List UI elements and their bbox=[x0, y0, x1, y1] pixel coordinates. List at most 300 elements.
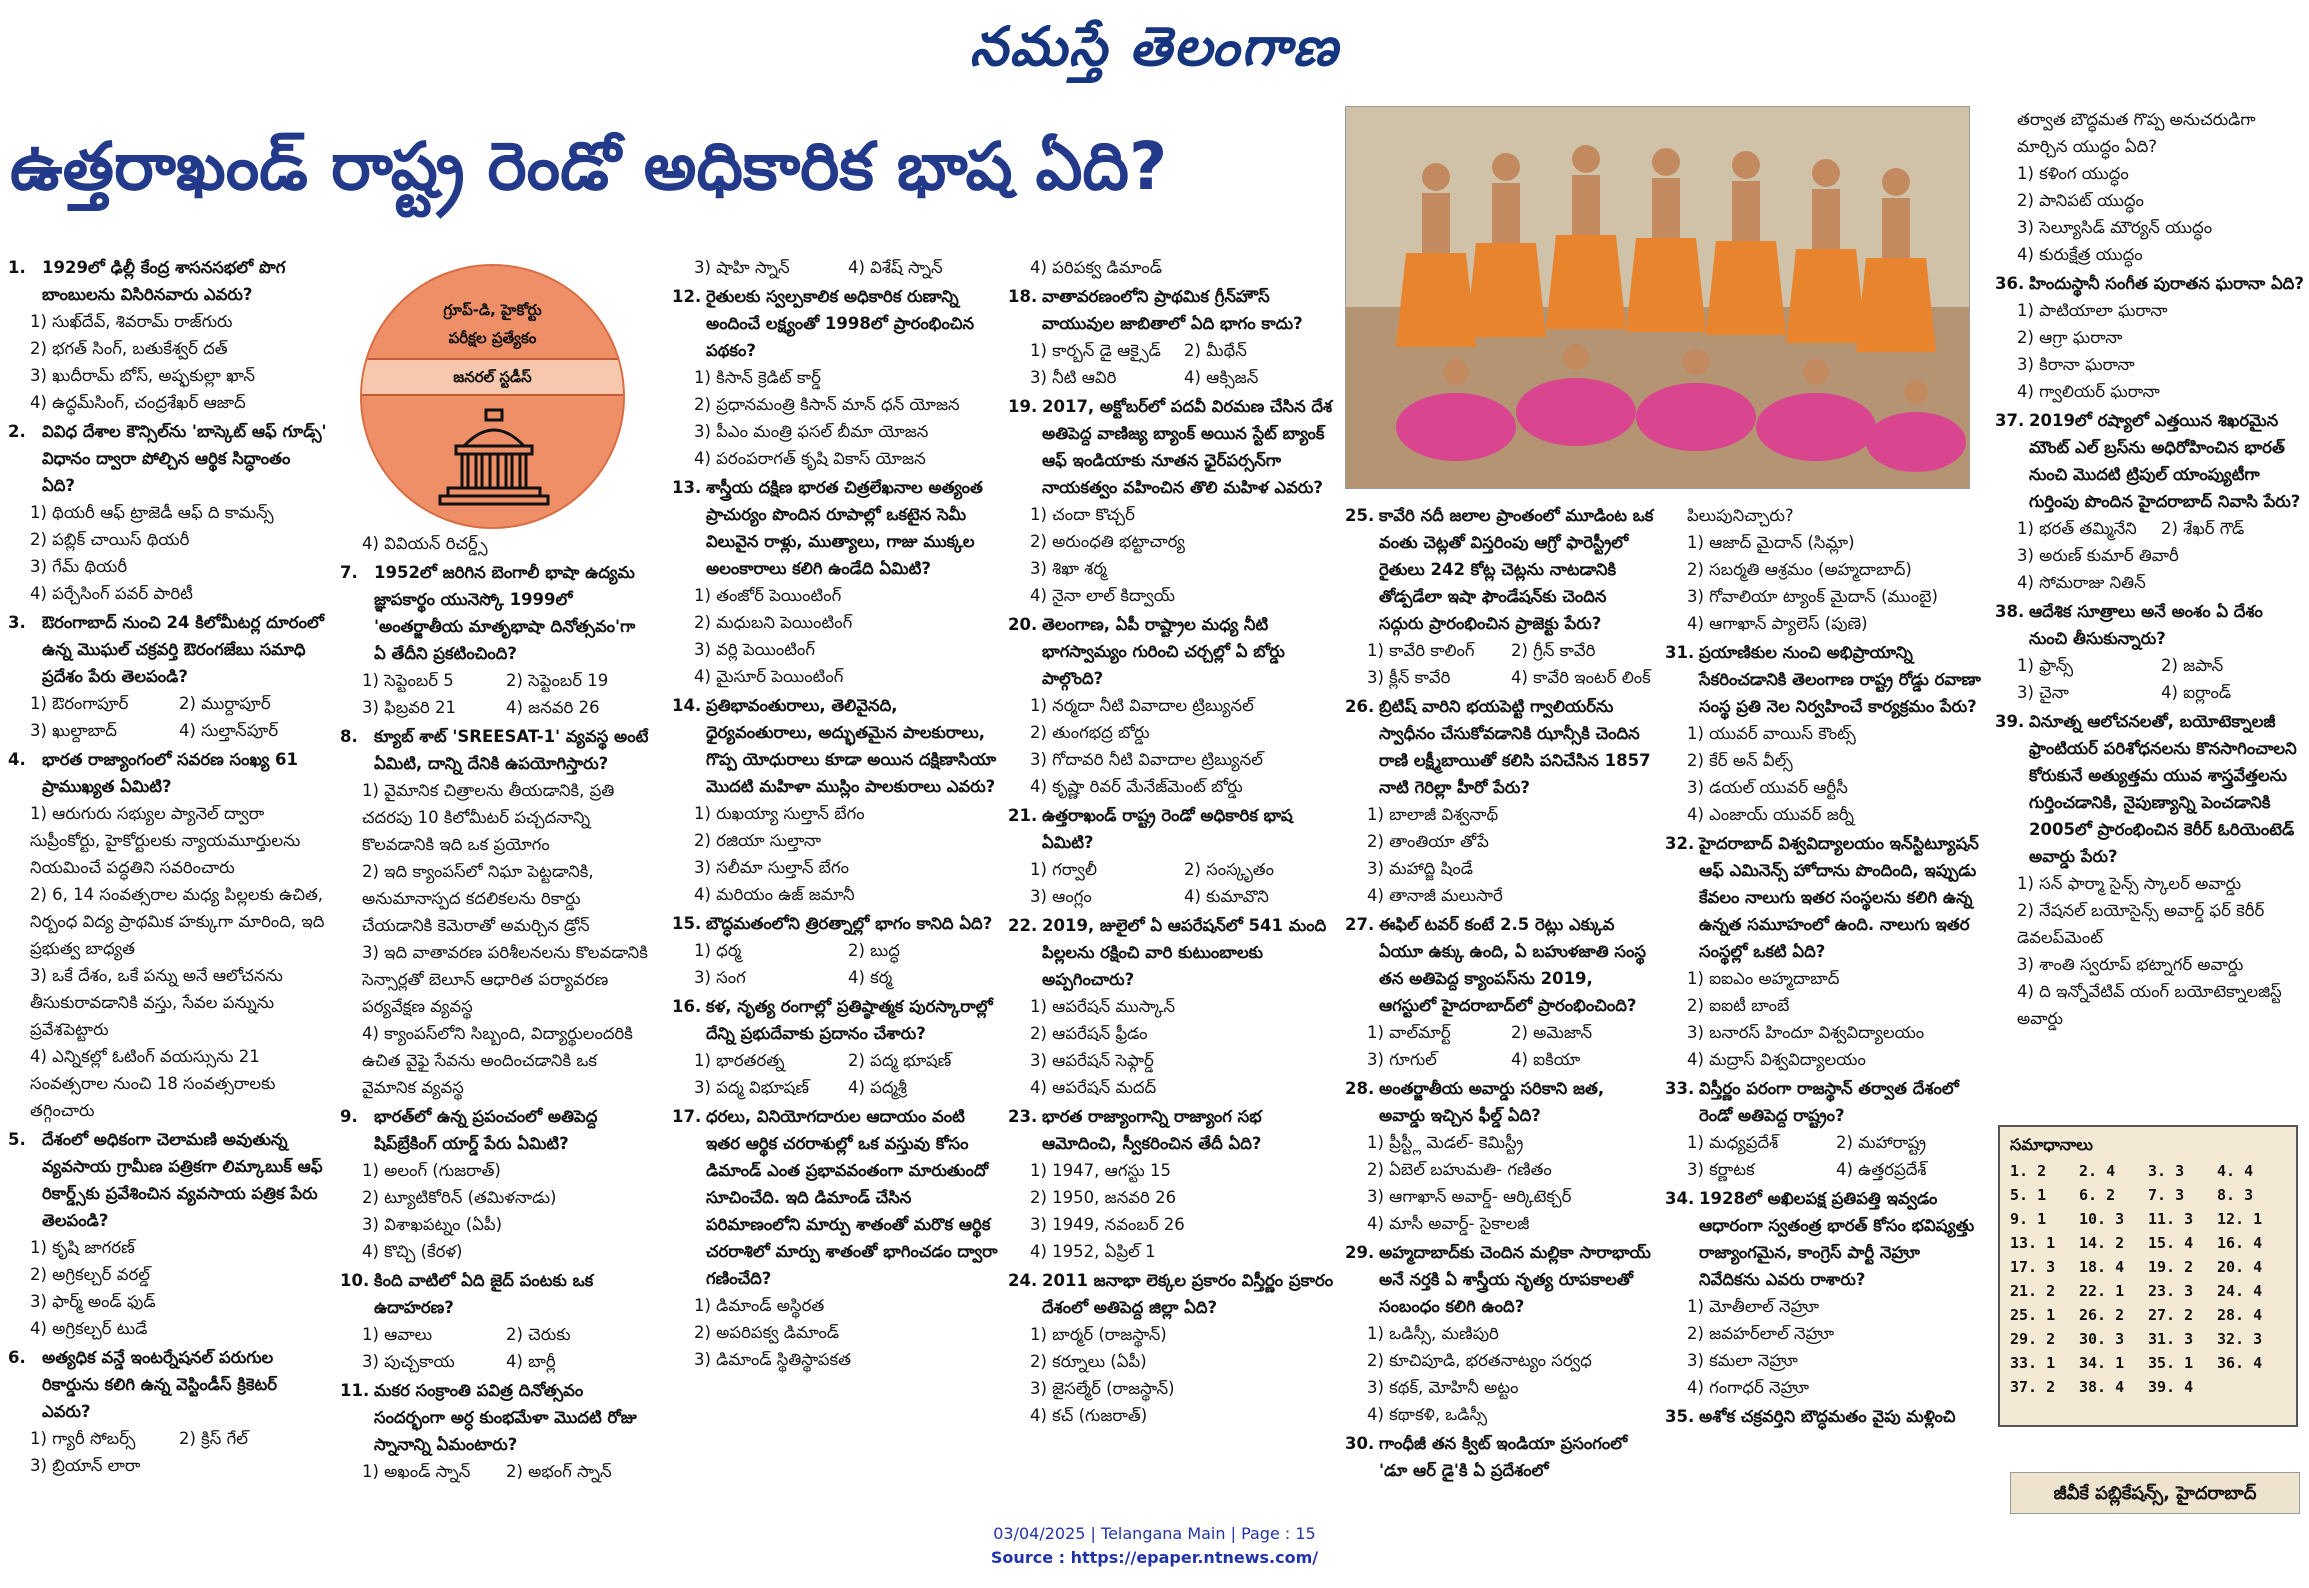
answer-item: 35. 1 bbox=[2148, 1354, 2194, 1372]
option: 2) ఆగ్రా ఘరానా bbox=[2017, 328, 2123, 347]
option-pair bbox=[1008, 337, 1338, 364]
option: 2) అపరిపక్వ డిమాండ్ bbox=[694, 1323, 840, 1342]
option: 4) కుమావొని bbox=[1184, 887, 1269, 906]
option: 1) నర్మదా నీటి వివాదాల ట్రిబ్యునల్ bbox=[1030, 696, 1254, 715]
option: 4) మాసీ అవార్డ్- సైకాలజీ bbox=[1367, 1214, 1530, 1233]
question-text bbox=[1665, 639, 1985, 720]
answer-item: 16. 4 bbox=[2217, 1234, 2263, 1252]
question-number: 7. bbox=[340, 563, 358, 582]
question-stem: 2011 జనాభా లెక్కల ప్రకారం విస్తీర్ణం ప్రకారం దేశంలో అతిపెద్ద జిల్లా ఏది? bbox=[1042, 1271, 1334, 1317]
answer-key-box bbox=[1998, 1125, 2298, 1427]
question-stem: గాంధీజీ తన క్విట్ ఇండియా ప్రసంగంలో 'డూ ఆర్ డై'కి ఏ ప్రదేశంలో bbox=[1379, 1434, 1628, 1480]
answer-item: 31. 3 bbox=[2148, 1330, 2194, 1348]
option: 1) భరత్ తమ్మినేని bbox=[2017, 519, 2137, 538]
question-text bbox=[672, 910, 1002, 937]
question-number: 3. bbox=[8, 613, 26, 632]
question-stem: శాస్త్రీయ దక్షిణ భారత చిత్రలేఖనాల అత్యంత ప్రాచుర్యం పొందిన రూపాల్లో ఒకటైన సెమీ విలువైన రాళ్లు, ముత్యాలు, గాజు ముక్కల అలంకారాలు కలిగి ఉండేది ఏమిటి? bbox=[706, 478, 983, 578]
question-block bbox=[1345, 1430, 1655, 1484]
question-block bbox=[8, 254, 328, 416]
question-stem: విస్తీర్ణం పరంగా రాజస్థాన్ తర్వాత దేశంలో రెండో అతిపెద్ద రాష్ట్రం? bbox=[1699, 1079, 1959, 1125]
option: 3) శిఖా శర్మ bbox=[1030, 559, 1107, 578]
option: 2) తాంతియా తోపే bbox=[1367, 832, 1489, 851]
option-pair bbox=[1665, 1156, 1985, 1183]
question-block bbox=[672, 474, 1002, 690]
question-stem: 2019, జులైలో ఏ ఆపరేషన్‌లో 541 మంది పిల్లలను రక్షించి వారి కుటుంబాలకు అప్పగించారు? bbox=[1042, 916, 1327, 989]
question-number: 30. bbox=[1345, 1434, 1375, 1453]
question-block bbox=[1665, 1075, 1985, 1183]
option-pair bbox=[340, 667, 650, 694]
option-pair bbox=[672, 964, 1002, 991]
option: 2) ఇది క్యాంపస్‌లో నిఘా పెట్టడానికి, అనుమానాస్పద కదలికలను రికార్డు చేయడానికి కెమెరాతో అమర్చిన డ్రోన్ bbox=[362, 862, 594, 935]
option: 1) వాల్‌మార్ట్ bbox=[1367, 1023, 1451, 1042]
question-text bbox=[672, 474, 1002, 582]
option: 2) పద్మ భూషణ్ bbox=[848, 1051, 952, 1070]
option: 2) బుద్ధ bbox=[848, 941, 900, 960]
answer-item: 3. 3 bbox=[2148, 1162, 2185, 1180]
option: 2) జపాన్ bbox=[2161, 656, 2224, 675]
badge-line-3: జనరల్ స్టడీస్ bbox=[362, 358, 623, 396]
question-number: 37. bbox=[1995, 411, 2025, 430]
option: 2) 1950, జనవరి 26 bbox=[1030, 1188, 1177, 1207]
question-text bbox=[1345, 693, 1655, 801]
question-block bbox=[672, 1103, 1002, 1373]
option: 3) డిమాండ్ స్థితిస్థాపకత bbox=[694, 1350, 851, 1369]
option: 2) ఆపరేషన్ ఫ్రీడం bbox=[1030, 1024, 1148, 1043]
question-block bbox=[672, 993, 1002, 1101]
question-text bbox=[1995, 598, 2305, 652]
option-pair bbox=[1008, 883, 1338, 910]
option: 2) భగత్ సింగ్, బతుకేశ్వర్ దత్ bbox=[30, 339, 228, 358]
question-number: 31. bbox=[1665, 643, 1695, 662]
question-column-5 bbox=[1345, 502, 1655, 1516]
option: 2) 6, 14 సంవత్సరాల మధ్య పిల్లలకు ఉచిత, నిర్బంధ విద్య ప్రాథమిక హక్కుగా మారింది, ఇది ప్రభుత్వ బాధ్యత bbox=[30, 885, 325, 958]
question-block bbox=[1995, 407, 2305, 596]
question-block bbox=[672, 692, 1002, 908]
option: 1) ప్రీస్ట్లీ మెడల్- కెమిస్ట్రీ bbox=[1367, 1133, 1524, 1152]
option: 4) సోమరాజు నితిన్ bbox=[2017, 573, 2146, 592]
option: 3) విశాఖపట్నం (ఏపీ) bbox=[362, 1215, 503, 1234]
option: 3) సెల్యూసిడ్ మౌర్యన్ యుద్ధం bbox=[2017, 218, 2213, 237]
question-number: 4. bbox=[8, 750, 26, 769]
option: 1) వైమానిక చిత్రాలను తీయడానికి, ప్రతి చదరపు 10 కిలోమీటర్ పచ్చదనాన్ని కొలవడానికి ఇది ఒక ప్రయోగం bbox=[362, 781, 615, 854]
answer-item: 13. 1 bbox=[2010, 1234, 2056, 1252]
option: 1) ఆపరేషన్ ముస్కాన్ bbox=[1030, 997, 1176, 1016]
option-pair bbox=[1345, 664, 1655, 691]
question-stem: తెలంగాణ, ఏపీ రాష్ట్రాల మధ్య నీటి భాగస్వామ్యం గురించి చర్చల్లో ఏ బోర్డు పాల్గొంది? bbox=[1042, 615, 1285, 688]
question-block bbox=[340, 1377, 650, 1485]
question-stem: క్యూబ్ శాట్ 'SREESAT-1' వ్యవస్థ అంటే ఏమిటి, దాన్ని దేనికి ఉపయోగిస్తారు? bbox=[374, 727, 649, 773]
masthead-title: నమస్తే తెలంగాణ bbox=[969, 14, 1340, 78]
option: 1) డిమాండ్ అస్థిరత bbox=[694, 1296, 825, 1315]
question-stem: బ్రిటిష్ వారిని భయపెట్టి గ్వాలియర్‌ను స్వాధీనం చేసుకోవడానికి ఝాన్సీకి చెందిన రాణి లక్ష్మీబాయితో కలిసి పనిచేసిన 1857 నాటి గెరిల్లా హీరో పేరు? bbox=[1379, 697, 1651, 797]
question-text bbox=[8, 418, 328, 499]
option: 1) సన్ ఫార్మా సైన్స్ స్కాలర్ అవార్డు bbox=[2017, 874, 2242, 893]
question-column-7 bbox=[1995, 106, 2305, 1118]
option: 2) ట్యూటికోరిన్ (తమిళనాడు) bbox=[362, 1188, 557, 1207]
question-text bbox=[1008, 283, 1338, 337]
option: 2) చెరుకు bbox=[506, 1325, 571, 1344]
option: 1) రుఖయ్యా సుల్తాన్ బేగం bbox=[694, 804, 865, 823]
answer-item: 12. 1 bbox=[2217, 1210, 2263, 1228]
option: 2) శేఖర్ గౌడ్ bbox=[2161, 519, 2245, 538]
option: 4) ఆగాఖాన్ ప్యాలెస్ (పుణె) bbox=[1687, 614, 1868, 633]
question-number: 11. bbox=[340, 1381, 370, 1400]
question-block bbox=[1665, 830, 1985, 1073]
question-text bbox=[1665, 1185, 1985, 1293]
answer-item: 26. 2 bbox=[2079, 1306, 2125, 1324]
question-number: 15. bbox=[672, 914, 702, 933]
question-stem: ఔరంగాబాద్ నుంచి 24 కిలోమీటర్ల దూరంలో ఉన్న మొఘల్ చక్రవర్తి ఔరంగజేబు సమాధి ప్రదేశం పేరు తెలపండి? bbox=[42, 613, 324, 686]
question-number: 39. bbox=[1995, 712, 2025, 731]
option: 2) తుంగభద్ర బోర్డు bbox=[1030, 723, 1150, 742]
option: 4) మద్రాస్ విశ్వవిద్యాలయం bbox=[1687, 1050, 1866, 1069]
option: 3) క్లీన్ కావేరి bbox=[1367, 668, 1451, 687]
question-block bbox=[8, 1126, 328, 1342]
option: 2) జవహర్‌లాల్ నెహ్రూ bbox=[1687, 1324, 1835, 1343]
option: 3) మహాద్జి షిండే bbox=[1367, 859, 1473, 878]
option-pair bbox=[1995, 515, 2305, 542]
option-pair bbox=[1995, 679, 2305, 706]
question-text bbox=[1995, 407, 2305, 515]
option: 4) వివియన్ రిచర్డ్స్ bbox=[362, 534, 488, 553]
option-pair bbox=[8, 690, 328, 717]
question-number: 14. bbox=[672, 696, 702, 715]
option: పిలుపునిచ్చారు? bbox=[1687, 506, 1794, 525]
option: 3) ఫిబ్రవరి 21 bbox=[362, 698, 457, 717]
option: 1) సుఖ్‌దేవ్, శివరామ్ రాజ్‌గురు bbox=[30, 312, 233, 331]
question-number: 9. bbox=[340, 1107, 358, 1126]
answer-item: 7. 3 bbox=[2148, 1186, 2185, 1204]
option: 1) కళింగ యుద్ధం bbox=[2017, 164, 2129, 183]
question-number: 32. bbox=[1665, 834, 1695, 853]
question-column-2 bbox=[340, 530, 650, 1516]
option: 3) జైసల్మేర్ (రాజస్థాన్) bbox=[1030, 1379, 1175, 1398]
option: 1) కిసాన్ క్రెడిట్ కార్డ్ bbox=[694, 368, 821, 387]
question-text bbox=[672, 692, 1002, 800]
option: 3) గేమ్ థియరీ bbox=[30, 557, 128, 576]
option-pair bbox=[1345, 1019, 1655, 1046]
option: 4) ఐర్లాండ్ bbox=[2161, 683, 2232, 702]
answer-item: 5. 1 bbox=[2010, 1186, 2047, 1204]
answer-item: 22. 1 bbox=[2079, 1282, 2125, 1300]
masthead bbox=[0, 6, 2309, 86]
parliament-building-icon bbox=[434, 408, 554, 508]
question-text bbox=[1665, 1403, 1985, 1430]
option: 4) పరిపక్వ డిమాండ్ bbox=[1030, 258, 1162, 277]
badge-line-1: గ్రూప్-డి, హైకోర్టు bbox=[443, 301, 542, 319]
question-stem: వివిధ దేశాల కౌన్సిల్‌ను 'బాస్కెట్ ఆఫ్ గూడ్స్' విధానం ద్వారా పోల్చిన ఆర్థిక సిద్ధాంతం ఏది? bbox=[42, 422, 327, 495]
answer-key-grid bbox=[2010, 1161, 2286, 1397]
answer-item: 30. 3 bbox=[2079, 1330, 2125, 1348]
question-block bbox=[1665, 1185, 1985, 1401]
option: 3) బ్రియాన్ లారా bbox=[30, 1456, 141, 1475]
question-number: 5. bbox=[8, 1130, 26, 1149]
option: తర్వాత బౌద్ధమత గొప్ప అనుచరుడిగా మార్చిన యుద్ధం ఏది? bbox=[2017, 110, 2256, 156]
question-text bbox=[1995, 270, 2305, 297]
option: 4) బార్లీ bbox=[506, 1352, 556, 1371]
option-pair bbox=[340, 1458, 650, 1485]
question-text bbox=[1008, 912, 1338, 993]
option: 3) గోదావరి నీటి వివాదాల ట్రిబ్యునల్ bbox=[1030, 750, 1263, 769]
question-text bbox=[672, 283, 1002, 364]
option: 1) కార్బన్ డై ఆక్సైడ్ bbox=[1030, 341, 1161, 360]
option-pair bbox=[672, 1047, 1002, 1074]
answer-item: 27. 2 bbox=[2148, 1306, 2194, 1324]
answer-item: 39. 4 bbox=[2148, 1378, 2194, 1396]
option: 2) అమెజాన్ bbox=[1511, 1023, 1593, 1042]
answer-item: 21. 2 bbox=[2010, 1282, 2056, 1300]
question-number: 2. bbox=[8, 422, 26, 441]
question-block bbox=[340, 723, 650, 1101]
question-stem: 2017, అక్టోబర్‌లో పదవీ విరమణ చేసిన దేశ అతిపెద్ద వాణిజ్య బ్యాంక్ అయిన స్టేట్ బ్యాంక్ ఆఫ్ ఇండియాకు నూతన ఛైర్‌పర్సన్‌గా నాయకత్వం వహించిన తొలి మహిళ ఎవరు? bbox=[1042, 397, 1333, 497]
page-footer bbox=[0, 1522, 2309, 1570]
option: 3) గోవాలియా ట్యాంక్ మైదాన్ (ముంబై) bbox=[1687, 587, 1938, 606]
question-text bbox=[1345, 1239, 1655, 1320]
answer-item: 20. 4 bbox=[2217, 1258, 2263, 1276]
question-stem: భారత్‌లో ఉన్న ప్రపంచంలో అతిపెద్ద షిప్‌బ్రేకింగ్ యార్డ్ పేరు ఏమిటి? bbox=[374, 1107, 598, 1153]
question-number: 35. bbox=[1665, 1407, 1695, 1426]
option-pair bbox=[672, 254, 1002, 281]
option: 4) ది ఇన్నోవేటివ్ యంగ్ బయోటెక్నాలజిస్ట్ అవార్డు bbox=[2017, 982, 2282, 1028]
question-block bbox=[1345, 502, 1655, 691]
footer-source: Source : https://epaper.ntnews.com/ bbox=[990, 1548, 1319, 1567]
question-number: 26. bbox=[1345, 697, 1375, 716]
badge-line-2: పరీక్షల ప్రత్యేకం bbox=[448, 329, 537, 347]
question-stem: కావేరి నదీ జలాల ప్రాంతంలో మూడింట ఒక వంతు చెట్లతో విస్తరింపు ఆగ్రో ఫారెస్ట్రీలో రైతులు 242 కోట్ల చెట్లను నాటడానికి తోడ్పడేలా ఇషా ఫౌండేషన్‌కు చెందిన సద్గురు ప్రారంభించిన ప్రాజెక్టు పేరు? bbox=[1379, 506, 1654, 633]
option: 2) సంస్కృతం bbox=[1184, 860, 1274, 879]
question-stem: ఉత్తరాఖండ్ రాష్ట్ర రెండో అధికారిక భాష ఏమిటి? bbox=[1042, 806, 1293, 852]
question-stem: భారత రాజ్యాంగాన్ని రాజ్యాంగ సభ ఆమోదించి, స్వీకరించిన తేదీ ఏది? bbox=[1042, 1107, 1262, 1153]
option: 2) కేర్ అన్ వీల్స్ bbox=[1687, 751, 1793, 770]
option: 4) ఆక్సిజన్ bbox=[1184, 368, 1259, 387]
question-stem: వినూత్న ఆలోచనలతో, బయోటెక్నాలజీ ఫ్రాంటియర్ పరిశోధనలను కొనసాగించాలని కోరుకునే అత్యుత్తమ యువ శాస్త్రవేత్తలను గుర్తించడానికి, నైపుణ్యాన్ని పెంచడానికి 2005లో ప్రారంభించిన కెరీర్ ఓరియెంటెడ్ అవార్డు పేరు? bbox=[2029, 712, 2297, 866]
option: 1) ధర్మ bbox=[694, 941, 742, 960]
option: 3) పీఎం మంత్రి ఫసల్ బీమా యోజన bbox=[694, 422, 929, 441]
question-number: 22. bbox=[1008, 916, 1038, 935]
option: 3) ఆంగ్లం bbox=[1030, 887, 1092, 906]
option: 1) ఆరుగురు సభ్యుల ప్యానెల్ ద్వారా సుప్రీంకోర్టు, హైకోర్టులకు న్యాయమూర్తులను నియమించే పద్ధతిని సవరించారు bbox=[30, 804, 301, 877]
question-block bbox=[672, 910, 1002, 991]
option: 2) మీథేన్ bbox=[1184, 341, 1247, 360]
section-badge bbox=[360, 264, 625, 529]
option: 2) అరుంధతి భట్టాచార్య bbox=[1030, 532, 1185, 551]
question-text bbox=[1345, 1075, 1655, 1129]
option: 2) రజియా సుల్తానా bbox=[694, 831, 821, 850]
option-pair bbox=[8, 717, 328, 744]
option: 1) భారతరత్న bbox=[694, 1051, 785, 1070]
question-stem: అశోక చక్రవర్తిని బౌద్ధమతం వైపు మళ్లించి bbox=[1699, 1407, 1956, 1426]
answer-item: 4. 4 bbox=[2217, 1162, 2254, 1180]
option-pair bbox=[1995, 652, 2305, 679]
option: 2) కర్నూలు (ఏపీ) bbox=[1030, 1352, 1147, 1371]
question-number: 25. bbox=[1345, 506, 1375, 525]
option: 2) నేషనల్ బయోసైన్స్ అవార్డ్ ఫర్ కెరీర్ డెవలప్‌మెంట్ bbox=[2017, 901, 2265, 947]
option: 2) కూచిపూడి, భరతనాట్యం సర్వధ bbox=[1367, 1351, 1592, 1370]
question-text bbox=[1345, 502, 1655, 637]
question-text bbox=[1345, 911, 1655, 1019]
question-number: 36. bbox=[1995, 274, 2025, 293]
option: 3) అరుణ్ కుమార్ తివారీ bbox=[2017, 546, 2179, 565]
question-number: 12. bbox=[672, 287, 702, 306]
option: 3) ఫార్మ్ అండ్ ఫుడ్ bbox=[30, 1292, 156, 1311]
option-pair bbox=[8, 1425, 328, 1452]
question-text bbox=[672, 993, 1002, 1047]
answer-item: 28. 4 bbox=[2217, 1306, 2263, 1324]
question-text bbox=[1008, 1103, 1338, 1157]
question-block bbox=[1008, 802, 1338, 910]
option: 2) పబ్లిక్ చాయిస్ థియరీ bbox=[30, 530, 190, 549]
option: 4) గ్వాలియర్ ఘరానా bbox=[2017, 382, 2160, 401]
question-number: 21. bbox=[1008, 806, 1038, 825]
question-text bbox=[1345, 1430, 1655, 1484]
question-stem: ప్రయాణికుల నుంచి అభిప్రాయాన్ని సేకరించడానికి తెలంగాణ రాష్ట్ర రోడ్డు రవాణా సంస్థ ప్రతి నెల నిర్వహించే కార్యక్రమం పేరు? bbox=[1699, 643, 1981, 716]
option-pair bbox=[1345, 1046, 1655, 1073]
option: 4) కురుక్షేత్ర యుద్ధం bbox=[2017, 245, 2143, 264]
question-block bbox=[1008, 254, 1338, 281]
question-text bbox=[340, 1377, 650, 1458]
answer-item: 11. 3 bbox=[2148, 1210, 2194, 1228]
option: 4) కర్మ bbox=[848, 968, 893, 987]
answer-item: 1. 2 bbox=[2010, 1162, 2047, 1180]
option: 2) ఐఐటీ బాంబే bbox=[1687, 996, 1790, 1015]
option: 1) ఆవాలు bbox=[362, 1325, 433, 1344]
option: 1) అలంగ్ (గుజరాత్) bbox=[362, 1161, 501, 1180]
option: 3) ఒకే దేశం, ఒకే పన్ను అనే ఆలోచనను తీసుకురావడానికి వస్తు, సేవల పన్నును ప్రవేశపెట్టారు bbox=[30, 966, 283, 1039]
option-pair bbox=[1008, 856, 1338, 883]
question-text bbox=[340, 1267, 650, 1321]
question-number: 16. bbox=[672, 997, 702, 1016]
question-number: 34. bbox=[1665, 1189, 1695, 1208]
option: 1) అఖండ్ స్నాన్ bbox=[362, 1462, 471, 1481]
option: 1) థియరీ ఆఫ్ ట్రాజెడీ ఆఫ్ ది కామన్స్ bbox=[30, 503, 274, 522]
answer-item: 14. 2 bbox=[2079, 1234, 2125, 1252]
option-pair bbox=[340, 1321, 650, 1348]
question-block bbox=[340, 1103, 650, 1265]
question-stem: 1928లో అఖిలపక్ష ప్రతిపత్తి ఇవ్వడం ఆధారంగా స్వతంత్ర భారత్ కోసం భవిష్యత్తు రాజ్యాంగమైన, కాంగ్రెస్ పార్టీ నెహ్రూ నివేదికను ఎవరు రాశారు? bbox=[1699, 1189, 1975, 1289]
option: 3) ఆపరేషన్ సెఫ్గార్డ్ bbox=[1030, 1051, 1154, 1070]
question-stem: హిందుస్థానీ సంగీత పురాతన ఘరానా ఏది? bbox=[2029, 274, 2304, 293]
question-block bbox=[1665, 1403, 1985, 1430]
answer-item: 6. 2 bbox=[2079, 1186, 2116, 1204]
footer-date-page: 03/04/2025 | Telangana Main | Page : 15 bbox=[993, 1524, 1316, 1543]
question-text bbox=[8, 254, 328, 308]
answer-item: 32. 3 bbox=[2217, 1330, 2263, 1348]
option: 1) చందా కొచ్చర్ bbox=[1030, 505, 1135, 524]
option: 1) గర్వాలీ bbox=[1030, 860, 1097, 879]
option: 2) క్రిస్ గేల్ bbox=[179, 1429, 248, 1448]
question-number: 28. bbox=[1345, 1079, 1375, 1098]
option: 3) నీటి ఆవిరి bbox=[1030, 368, 1117, 387]
question-block bbox=[1665, 502, 1985, 637]
answer-item: 19. 2 bbox=[2148, 1258, 2194, 1276]
answer-item: 2. 4 bbox=[2079, 1162, 2116, 1180]
question-block bbox=[1008, 283, 1338, 391]
question-text bbox=[8, 746, 328, 800]
question-number: 24. bbox=[1008, 1271, 1038, 1290]
option: 4) గంగాధర్ నెహ్రూ bbox=[1687, 1378, 1810, 1397]
question-number: 13. bbox=[672, 478, 702, 497]
option: 1) బాలాజీ విశ్వనాథ్ bbox=[1367, 805, 1499, 824]
question-stem: అత్యధిక వన్డే ఇంటర్నేషనల్ పరుగుల రికార్డును కలిగి ఉన్న వెస్టిండీస్ క్రికెటర్ ఎవరు? bbox=[42, 1348, 278, 1421]
option: 1) ఐఐఎం అహ్మదాబాద్ bbox=[1687, 969, 1840, 988]
option: 3) చైనా bbox=[2017, 683, 2069, 702]
question-stem: 1929లో ఢిల్లీ కేంద్ర శాసనసభలో పొగ బాంబులను విసిరినవారు ఎవరు? bbox=[42, 258, 286, 304]
option: 3) సలీమా సుల్తాన్ బేగం bbox=[694, 858, 850, 877]
answer-item: 17. 3 bbox=[2010, 1258, 2056, 1276]
answer-item: 24. 4 bbox=[2217, 1282, 2263, 1300]
question-block bbox=[1008, 912, 1338, 1101]
question-block bbox=[1008, 393, 1338, 609]
option: 1) ఫ్రాన్స్ bbox=[2017, 656, 2074, 675]
question-text bbox=[1665, 1075, 1985, 1129]
option: 1) ఆజాద్ మైదాన్ (సిమ్లా) bbox=[1687, 533, 1855, 552]
question-stem: బౌద్ధమతంలోని త్రిరత్నాల్లో భాగం కానిది ఏది? bbox=[706, 914, 993, 933]
option: 4) కృష్ణా రివర్ మేనేజ్‌మెంట్ బోర్డు bbox=[1030, 777, 1243, 796]
question-number: 19. bbox=[1008, 397, 1038, 416]
option: 4) ఎంజాయ్ యువర్ జర్నీ bbox=[1687, 805, 1854, 824]
option: 3) షాహి స్నాన్ bbox=[694, 258, 790, 277]
question-number: 8. bbox=[340, 727, 358, 746]
question-block bbox=[340, 530, 650, 557]
option-pair bbox=[672, 1074, 1002, 1101]
question-number: 17. bbox=[672, 1107, 702, 1126]
question-text bbox=[8, 1126, 328, 1234]
option: 4) విశేష్ స్నాన్ bbox=[848, 258, 943, 277]
question-stem: అంతర్జాతీయ అవార్డు సరికాని జత, అవార్డు ఇచ్చిన ఫీల్డ్ ఏది? bbox=[1379, 1079, 1605, 1125]
option: 2) ముర్దాపూర్ bbox=[179, 694, 271, 713]
option: 3) ఖుదీరామ్ బోస్, అష్ఫకుల్లా ఖాన్ bbox=[30, 366, 255, 385]
option-pair bbox=[340, 1348, 650, 1375]
option: 4) క్యాంపస్‌లోని సిబ్బంది, విద్యార్థులందరికి ఉచిత వైఫై సేవను అందించడానికి ఒక వైమానిక వ్యవస్థ bbox=[362, 1024, 633, 1097]
question-number: 23. bbox=[1008, 1107, 1038, 1126]
question-block bbox=[1995, 708, 2305, 1032]
question-stem: మకర సంక్రాంతి పవిత్ర దినోత్సవం సందర్భంగా అర్ధ కుంభమేళా మొదటి రోజు స్నానాన్ని ఏమంటారు? bbox=[374, 1381, 637, 1454]
answer-item: 29. 2 bbox=[2010, 1330, 2056, 1348]
answer-item: 23. 3 bbox=[2148, 1282, 2194, 1300]
dancers-illustration-icon bbox=[1346, 107, 1970, 489]
answer-key-title: సమాధానాలు bbox=[2010, 1135, 2093, 1154]
option: 4) మైసూర్ పెయింటింగ్ bbox=[694, 667, 844, 686]
option: 4) సుల్తాన్‌పూర్ bbox=[179, 721, 279, 740]
question-text bbox=[340, 559, 650, 667]
question-block bbox=[672, 283, 1002, 472]
question-block bbox=[1995, 106, 2305, 268]
question-column-4 bbox=[1008, 254, 1338, 1516]
question-number: 33. bbox=[1665, 1079, 1695, 1098]
question-block bbox=[340, 1267, 650, 1375]
question-text bbox=[1008, 1267, 1338, 1321]
question-stem: ఈఫిల్ టవర్ కంటే 2.5 రెట్లు ఎక్కువ ఏయూ ఉక్కు ఉంది, ఏ బహుళజాతి సంస్థ తన అతిపెద్ద క్యాంపస్‌ను 2019, ఆగస్టులో హైదరాబాద్‌లో ప్రారంభించింది? bbox=[1379, 915, 1646, 1015]
option: 3) గూగుల్ bbox=[1367, 1050, 1437, 1069]
question-block bbox=[1665, 639, 1985, 828]
answer-item: 38. 4 bbox=[2079, 1378, 2125, 1396]
option-pair bbox=[1665, 1129, 1985, 1156]
question-block bbox=[340, 559, 650, 721]
option: 1) మధ్యప్రదేశ్ bbox=[1687, 1133, 1779, 1152]
question-block bbox=[8, 418, 328, 607]
option: 2) ఏబెల్ బహుమతి- గణితం bbox=[1367, 1160, 1552, 1179]
option: 1) యువర్ వాయిస్ కౌంట్స్ bbox=[1687, 724, 1856, 743]
question-block bbox=[1008, 1267, 1338, 1429]
question-text bbox=[1008, 611, 1338, 692]
option: 4) ఐకియా bbox=[1511, 1050, 1581, 1069]
question-stem: 1952లో జరిగిన బెంగాలీ భాషా ఉద్యమ జ్ఞాపకార్థం యునెస్కో 1999లో 'అంతర్జాతీయ మాతృభాషా దినోత్సవం'గా ఏ తేదీని ప్రకటించింది? bbox=[374, 563, 636, 663]
option-pair bbox=[1008, 364, 1338, 391]
question-stem: కింది వాటిలో ఏది జైద్ పంటకు ఒక ఉదాహరణ? bbox=[374, 1271, 594, 1317]
question-number: 6. bbox=[8, 1348, 26, 1367]
question-column-1 bbox=[8, 254, 328, 1516]
question-stem: ఆదేశిక సూత్రాలు అనే అంశం ఏ దేశం నుంచి తీసుకున్నారు? bbox=[2029, 602, 2263, 648]
